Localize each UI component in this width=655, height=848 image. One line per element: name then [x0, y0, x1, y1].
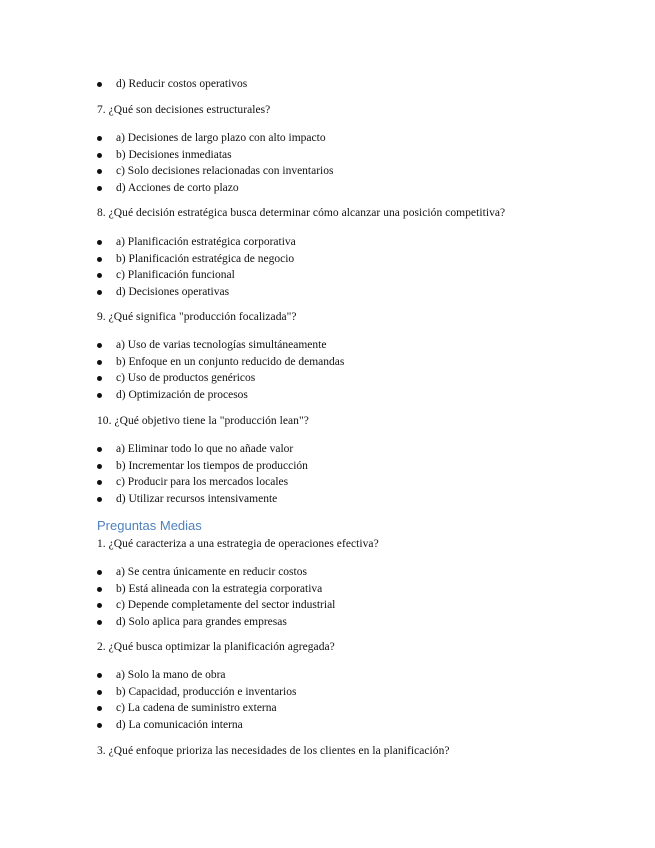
- option-item: c) La cadena de suministro externa: [97, 700, 296, 717]
- option-item: a) Planificación estratégica corporativa: [97, 234, 296, 251]
- option-item: d) Solo aplica para grandes empresas: [97, 614, 335, 631]
- option-item: d) Decisiones operativas: [97, 284, 296, 301]
- option-item: d) Reducir costos operativos: [97, 76, 247, 93]
- option-item: d) Utilizar recursos intensivamente: [97, 491, 308, 508]
- option-item: a) Decisiones de largo plazo con alto impacto: [97, 130, 333, 147]
- option-list: [97, 234, 296, 301]
- option-item: b) Enfoque en un conjunto reducido de demandas: [97, 354, 344, 371]
- option-item: d) La comunicación interna: [97, 717, 296, 734]
- option-list: [97, 564, 335, 631]
- option-list: [97, 76, 247, 93]
- question-1: 1. ¿Qué caracteriza a una estrategia de operaciones efectiva?: [97, 538, 379, 550]
- option-list: [97, 337, 344, 404]
- option-item: c) Uso de productos genéricos: [97, 370, 344, 387]
- question-9: 9. ¿Qué significa "producción focalizada"?: [97, 311, 297, 323]
- question-2: 2. ¿Qué busca optimizar la planificación agregada?: [97, 641, 335, 653]
- section-heading: Preguntas Medias: [97, 518, 202, 533]
- option-item: a) Se centra únicamente en reducir costos: [97, 564, 335, 581]
- option-item: c) Depende completamente del sector industrial: [97, 597, 335, 614]
- option-item: a) Eliminar todo lo que no añade valor: [97, 441, 308, 458]
- option-item: b) Planificación estratégica de negocio: [97, 251, 296, 268]
- option-item: a) Uso de varias tecnologías simultáneamente: [97, 337, 344, 354]
- option-item: c) Solo decisiones relacionadas con inventarios: [97, 163, 333, 180]
- option-item: b) Decisiones inmediatas: [97, 147, 333, 164]
- question-10: 10. ¿Qué objetivo tiene la "producción lean"?: [97, 415, 309, 427]
- question-7: 7. ¿Qué son decisiones estructurales?: [97, 104, 271, 116]
- question-8: 8. ¿Qué decisión estratégica busca determinar cómo alcanzar una posición competitiva?: [97, 207, 506, 219]
- option-item: a) Solo la mano de obra: [97, 667, 296, 684]
- option-item: d) Acciones de corto plazo: [97, 180, 333, 197]
- option-list: [97, 130, 333, 197]
- option-item: b) Está alineada con la estrategia corporativa: [97, 581, 335, 598]
- option-item: c) Planificación funcional: [97, 267, 296, 284]
- option-list: [97, 667, 296, 734]
- option-list: [97, 441, 308, 508]
- option-item: c) Producir para los mercados locales: [97, 474, 308, 491]
- question-3: 3. ¿Qué enfoque prioriza las necesidades de los clientes en la planificación?: [97, 745, 450, 757]
- option-item: b) Capacidad, producción e inventarios: [97, 684, 296, 701]
- option-item: b) Incrementar los tiempos de producción: [97, 458, 308, 475]
- option-item: d) Optimización de procesos: [97, 387, 344, 404]
